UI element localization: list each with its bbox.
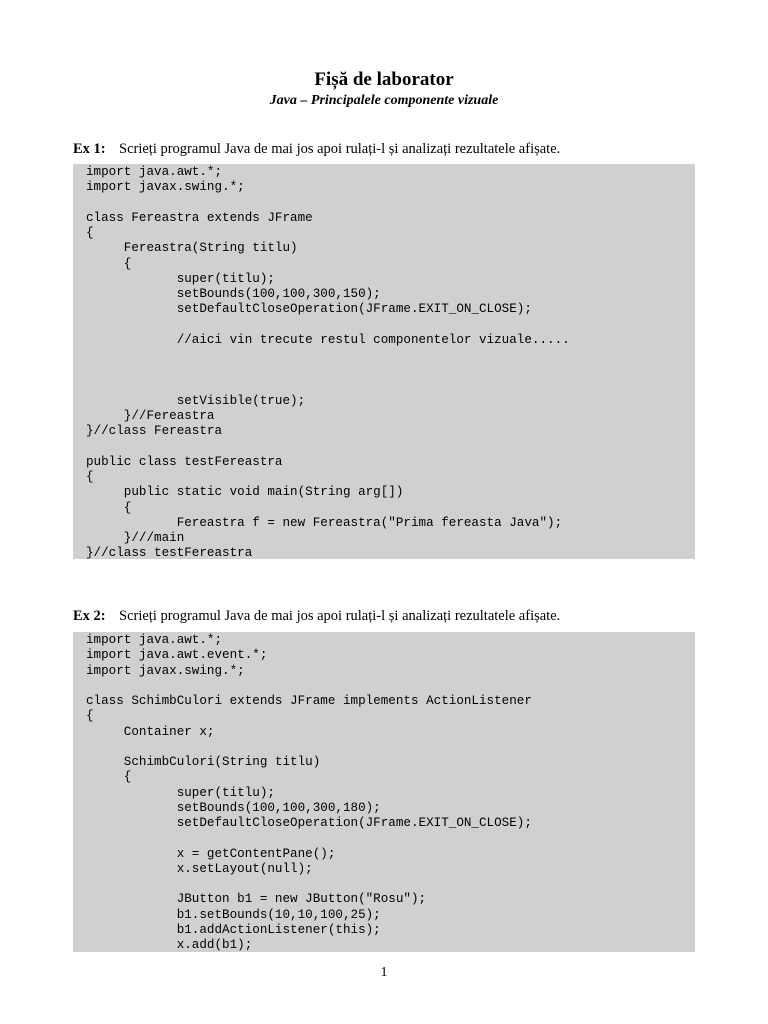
code-line: setDefaultCloseOperation(JFrame.EXIT_ON_CLOSE);	[86, 302, 532, 317]
code-line	[86, 679, 695, 694]
code-line: import javax.swing.*;	[86, 180, 245, 195]
code-line: import java.awt.*;	[86, 633, 223, 647]
code-line: {	[86, 470, 94, 484]
code-line: SchimbCulori(String titlu)	[86, 755, 321, 769]
code-line: public static void main(String arg[])	[86, 485, 404, 500]
code-line: {	[86, 500, 132, 515]
code-line	[86, 348, 695, 363]
code-line: x = getContentPane();	[86, 846, 336, 861]
code-line: b1.setBounds(10,10,100,25);	[86, 907, 381, 922]
code-line: {	[86, 226, 94, 240]
code-line	[86, 740, 695, 755]
code-line: //aici vin trecute restul componentelor vizuale.....	[86, 332, 570, 347]
code-line: }///main	[86, 531, 185, 545]
code-line	[86, 196, 695, 211]
code-line: {	[86, 770, 132, 785]
code-line: Fereastra(String titlu)	[86, 241, 298, 256]
code-line: b1.addActionListener(this);	[86, 922, 381, 937]
exercise-2-label: Ex 2:	[73, 608, 106, 624]
code-line	[86, 379, 695, 394]
exercise-2-instruction: Scrieți programul Java de mai jos apoi rulați-l și analizați rezultatele afișate.	[119, 608, 561, 624]
code-line: Container x;	[86, 724, 215, 739]
code-line	[86, 831, 695, 846]
code-line: }//class Fereastra	[86, 424, 223, 439]
exercise-1-label: Ex 1:	[73, 141, 106, 157]
code-line: import javax.swing.*;	[86, 663, 245, 678]
document-subtitle: Java – Principalele componente vizuale	[269, 93, 499, 108]
page-number: 1	[380, 965, 388, 980]
exercise-1-heading	[73, 141, 560, 158]
code-line	[86, 440, 695, 455]
code-line: class SchimbCulori extends JFrame implements ActionListener	[86, 694, 532, 708]
code-line: class Fereastra extends JFrame	[86, 210, 313, 225]
code-line: {	[86, 709, 94, 724]
exercise-2-heading	[73, 608, 560, 625]
exercise-2-code-block	[73, 632, 695, 952]
code-line: setBounds(100,100,300,150);	[86, 287, 381, 301]
code-line: import java.awt.event.*;	[86, 648, 268, 663]
document-title: Fișă de laborator	[314, 69, 454, 90]
exercise-1-code-block	[73, 164, 695, 559]
code-line: }//Fereastra	[86, 409, 215, 423]
code-line	[86, 318, 695, 333]
code-line: x.setLayout(null);	[86, 861, 313, 876]
code-line: JButton b1 = new JButton("Rosu");	[86, 892, 427, 907]
exercise-1-instruction: Scrieți programul Java de mai jos apoi rulați-l și analizați rezultatele afișate.	[119, 141, 561, 157]
code-line: setVisible(true);	[86, 393, 306, 408]
code-line	[86, 363, 695, 378]
code-line	[86, 877, 695, 892]
code-line: Fereastra f = new Fereastra("Prima fereasta Java");	[86, 515, 563, 530]
code-line: public class testFereastra	[86, 454, 283, 469]
code-line: super(titlu);	[86, 271, 275, 286]
code-line: setDefaultCloseOperation(JFrame.EXIT_ON_CLOSE);	[86, 816, 532, 830]
code-line: {	[86, 256, 132, 271]
code-line: super(titlu);	[86, 785, 275, 800]
code-line: import java.awt.*;	[86, 165, 223, 179]
code-line: x.add(b1);	[86, 938, 253, 952]
code-line: setBounds(100,100,300,180);	[86, 800, 381, 815]
code-line: }//class testFereastra	[86, 546, 253, 559]
